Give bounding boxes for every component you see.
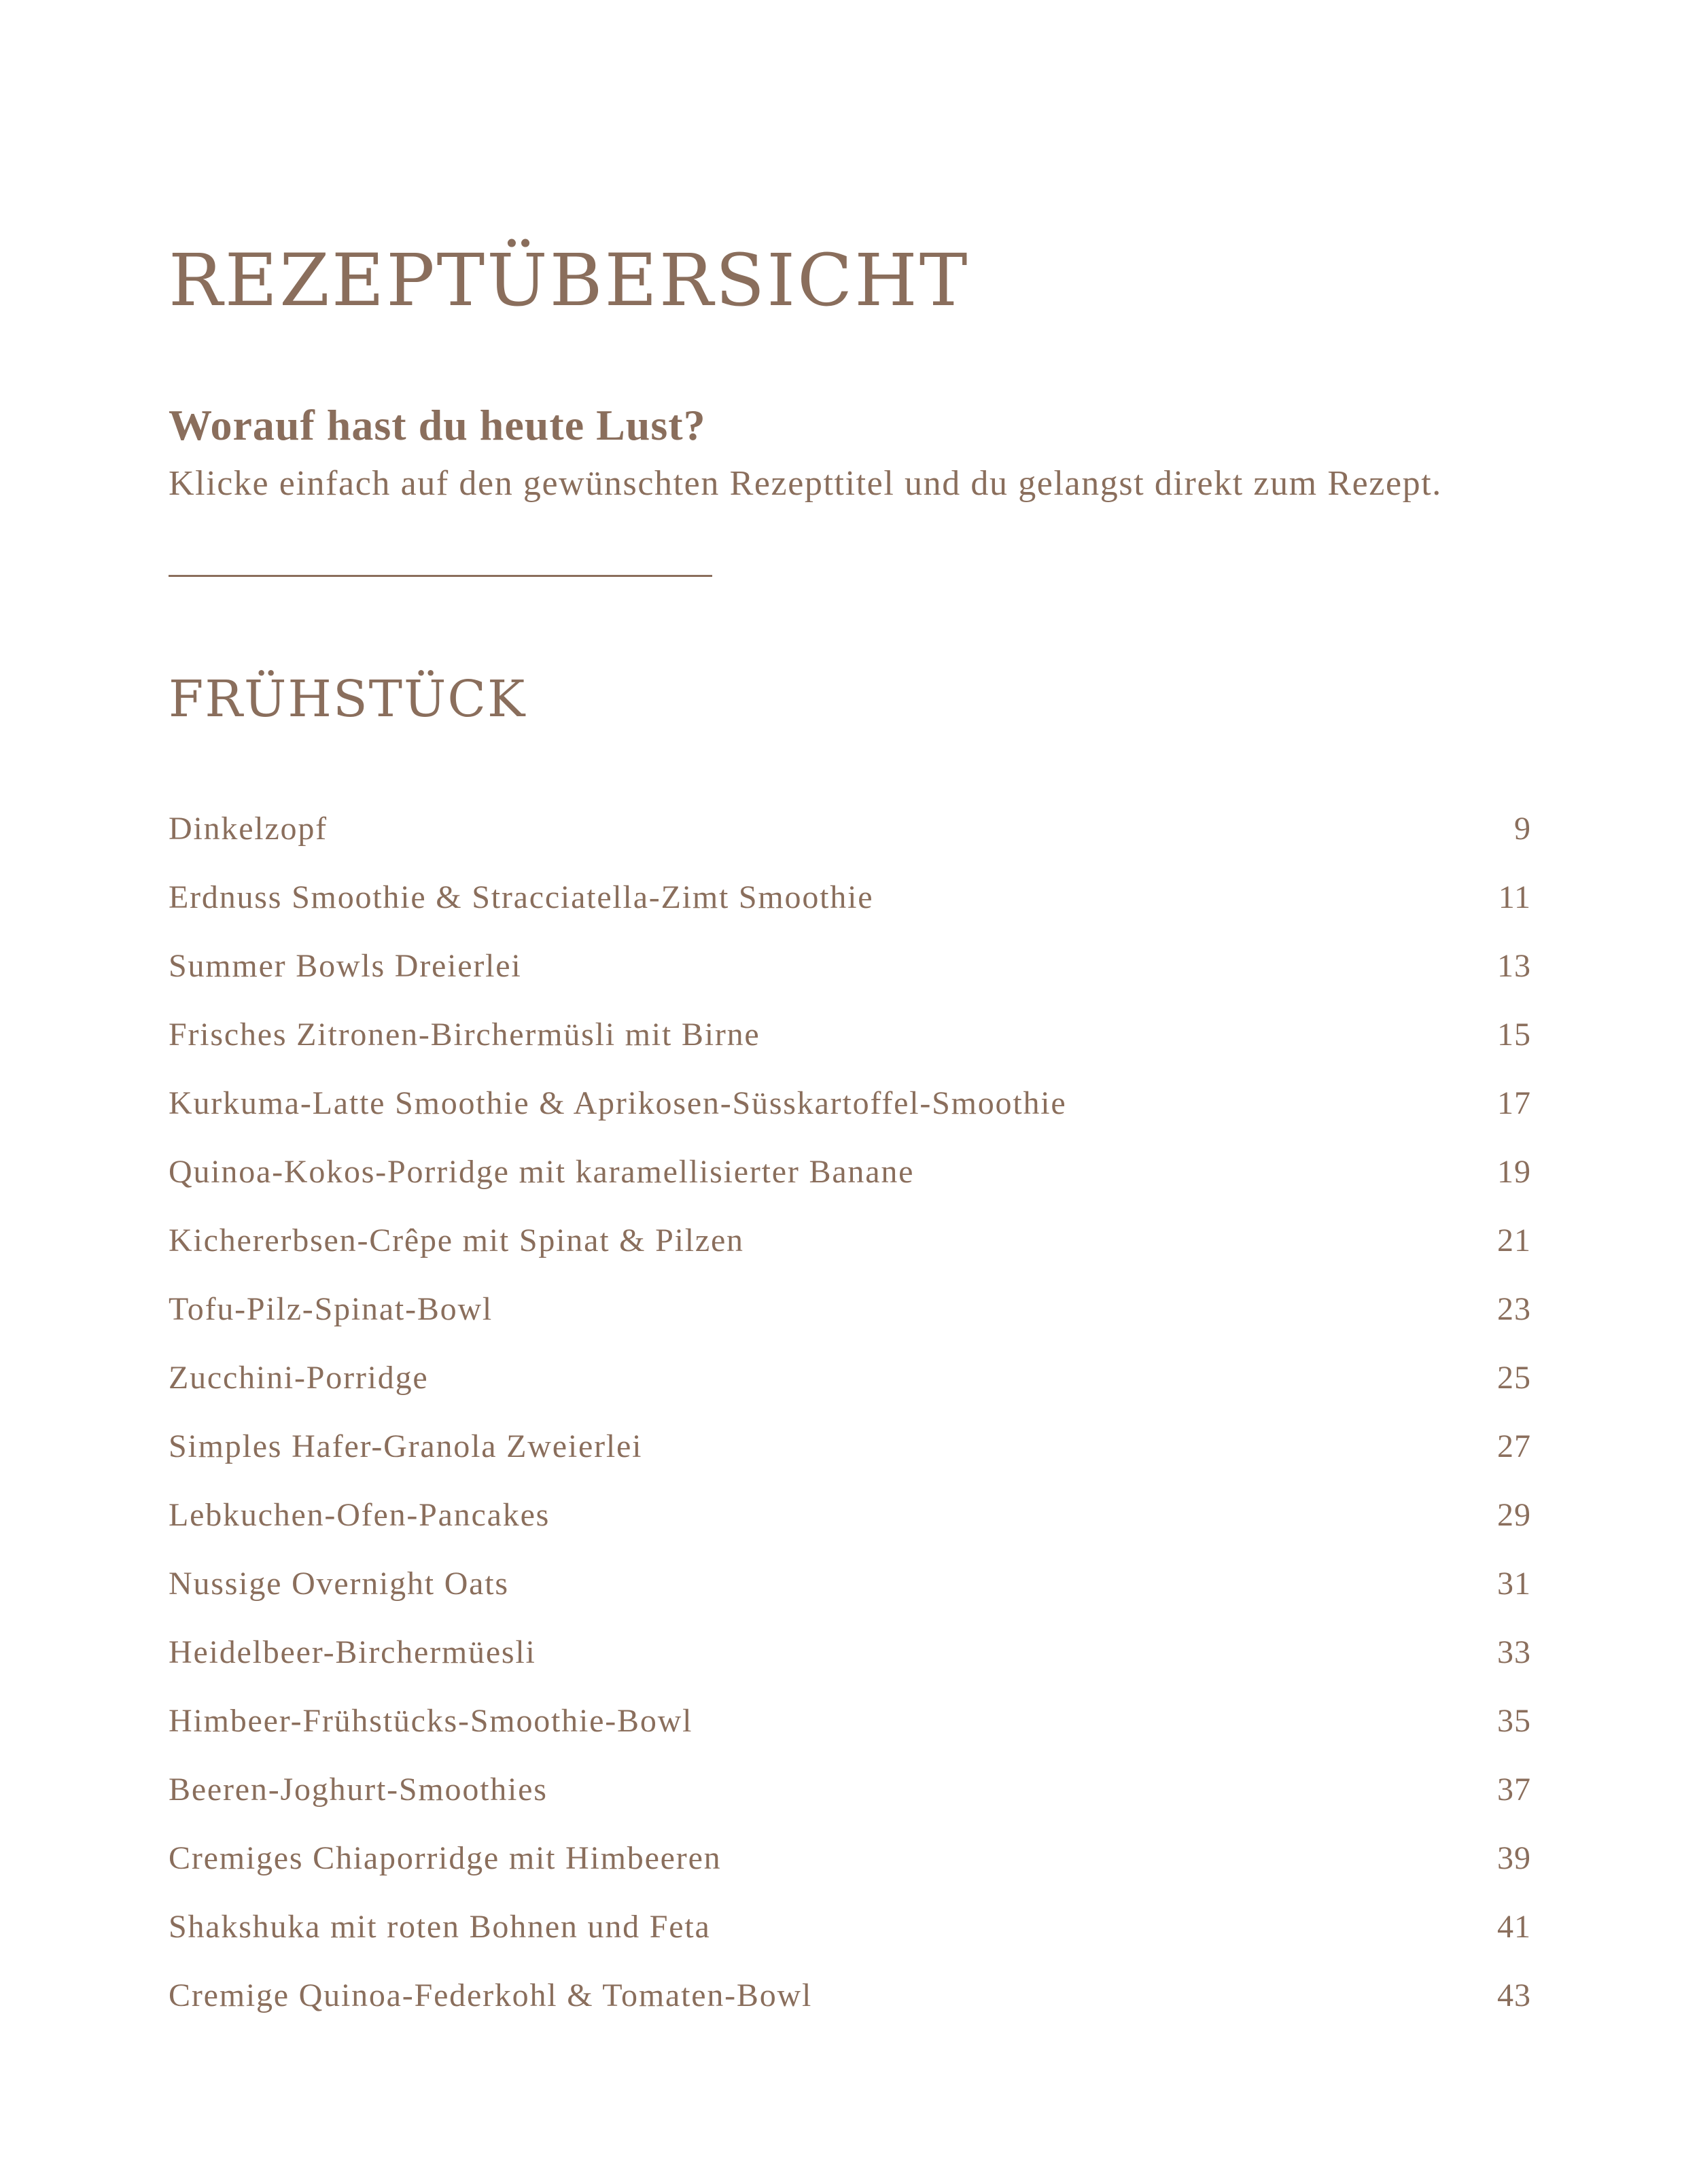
recipe-link[interactable] xyxy=(169,1081,1531,1150)
recipe-title[interactable]: Quinoa-Kokos-Porridge mit karamellisierter Banane xyxy=(169,1154,915,1190)
recipe-link[interactable] xyxy=(169,1630,1531,1699)
recipe-link[interactable] xyxy=(169,1973,1531,2042)
recipe-link[interactable] xyxy=(169,1836,1531,1905)
recipe-link[interactable] xyxy=(169,1150,1531,1218)
page-number: 29 xyxy=(1497,1497,1531,1533)
page-number: 17 xyxy=(1497,1085,1531,1121)
recipe-link[interactable] xyxy=(169,1562,1531,1630)
recipe-title[interactable]: Zucchini-Porridge xyxy=(169,1360,429,1396)
divider-line xyxy=(169,575,712,577)
recipe-title[interactable]: Himbeer-Frühstücks-Smoothie-Bowl xyxy=(169,1703,693,1739)
recipe-title[interactable]: Cremige Quinoa-Federkohl & Tomaten-Bowl xyxy=(169,1977,813,2013)
recipe-title[interactable]: Beeren-Joghurt-Smoothies xyxy=(169,1772,548,1808)
recipe-link[interactable] xyxy=(169,1012,1531,1081)
page-title: REZEPTÜBERSICHT xyxy=(169,239,970,322)
recipe-list xyxy=(169,807,1531,2042)
page-number: 15 xyxy=(1497,1017,1531,1053)
page-number: 37 xyxy=(1497,1772,1531,1808)
page-number: 9 xyxy=(1514,811,1531,847)
intro-text: Klicke einfach auf den gewünschten Rezepttitel und du gelangst direkt zum Rezept. xyxy=(169,464,1442,503)
recipe-title[interactable]: Frisches Zitronen-Birchermüsli mit Birne xyxy=(169,1017,760,1053)
page-number: 43 xyxy=(1497,1977,1531,2013)
recipe-title[interactable]: Shakshuka mit roten Bohnen und Feta xyxy=(169,1909,711,1945)
recipe-title[interactable]: Nussige Overnight Oats xyxy=(169,1566,509,1602)
recipe-link[interactable] xyxy=(169,1767,1531,1836)
recipe-link[interactable] xyxy=(169,1493,1531,1562)
recipe-link[interactable] xyxy=(169,1905,1531,1973)
recipe-link[interactable] xyxy=(169,1699,1531,1767)
page-number: 41 xyxy=(1497,1909,1531,1945)
recipe-title[interactable]: Lebkuchen-Ofen-Pancakes xyxy=(169,1497,550,1533)
recipe-title[interactable]: Summer Bowls Dreierlei xyxy=(169,948,522,984)
page-number: 33 xyxy=(1497,1634,1531,1670)
recipe-title[interactable]: Heidelbeer-Birchermüesli xyxy=(169,1634,536,1670)
recipe-link[interactable] xyxy=(169,1218,1531,1287)
page-number: 27 xyxy=(1497,1428,1531,1464)
recipe-link[interactable] xyxy=(169,875,1531,944)
recipe-link[interactable] xyxy=(169,1287,1531,1356)
recipe-title[interactable]: Kichererbsen-Crêpe mit Spinat & Pilzen xyxy=(169,1222,744,1258)
page-number: 13 xyxy=(1497,948,1531,984)
recipe-title[interactable]: Kurkuma-Latte Smoothie & Aprikosen-Süsskartoffel-Smoothie xyxy=(169,1085,1067,1121)
page-number: 31 xyxy=(1497,1566,1531,1602)
recipe-title[interactable]: Simples Hafer-Granola Zweierlei xyxy=(169,1428,643,1464)
page-number: 23 xyxy=(1497,1291,1531,1327)
recipe-link[interactable] xyxy=(169,1356,1531,1424)
recipe-link[interactable] xyxy=(169,807,1531,875)
page-number: 35 xyxy=(1497,1703,1531,1739)
recipe-title[interactable]: Dinkelzopf xyxy=(169,811,328,847)
recipe-title[interactable]: Erdnuss Smoothie & Stracciatella-Zimt Smoothie xyxy=(169,879,874,915)
recipe-title[interactable]: Tofu-Pilz-Spinat-Bowl xyxy=(169,1291,493,1327)
page-number: 25 xyxy=(1497,1360,1531,1396)
page-number: 21 xyxy=(1497,1222,1531,1258)
recipe-link[interactable] xyxy=(169,1424,1531,1493)
recipe-link[interactable] xyxy=(169,944,1531,1012)
subtitle: Worauf hast du heute Lust? xyxy=(169,401,706,449)
page-number: 39 xyxy=(1497,1840,1531,1876)
page-number: 19 xyxy=(1497,1154,1531,1190)
recipe-title[interactable]: Cremiges Chiaporridge mit Himbeeren xyxy=(169,1840,722,1876)
section-title-breakfast: FRÜHSTÜCK xyxy=(169,670,527,728)
page-number: 11 xyxy=(1498,879,1531,915)
